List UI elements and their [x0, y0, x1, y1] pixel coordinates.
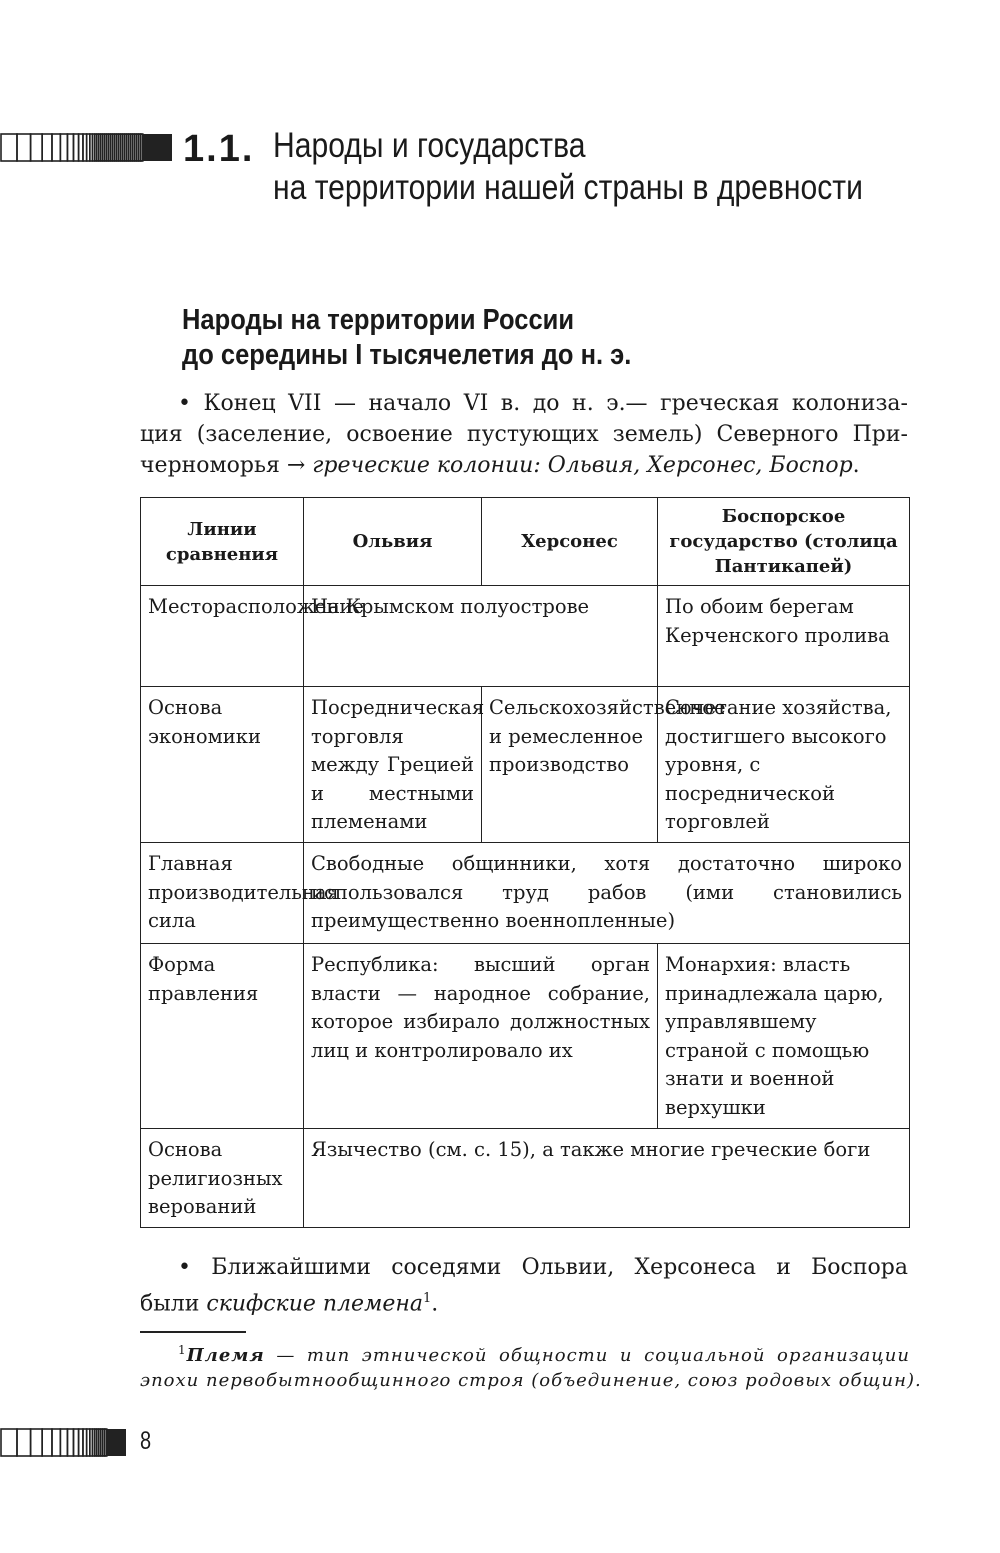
- table-cell: Сочетание хозяйства, достигшего высокого уровня, с посреднической торговлей: [658, 687, 910, 843]
- intro-paragraph: [140, 388, 908, 481]
- section-title-line-1: Народы на территории России: [182, 304, 575, 336]
- section-title-line-2: до середины I тысячелетия до н. э.: [182, 339, 632, 371]
- intro-line: [140, 450, 908, 481]
- bar-segment: [60, 134, 67, 161]
- bar-segment: [1, 134, 17, 161]
- comparison-table: [140, 497, 910, 1228]
- bar-segment: [60, 1429, 67, 1456]
- chapter-number: 1.1.: [183, 128, 255, 170]
- row-label: Месторасположение: [141, 586, 304, 687]
- chapter-title-line-2: на территории нашей страны в древности: [273, 168, 863, 207]
- bar-segment: [105, 1429, 107, 1456]
- footnote-text: — тип этнической общности и социальной организации: [264, 1345, 910, 1366]
- bar-segment: [17, 134, 31, 161]
- table-header: Ольвия: [304, 498, 482, 586]
- footnote-term: Племя: [186, 1345, 265, 1366]
- intro-line: • Конец VII — начало VI в. до н. э.— греческая колониза-: [178, 391, 908, 416]
- chapter-title-line-1: Народы и государства: [273, 126, 586, 165]
- row-label: Главная производительная сила: [141, 843, 304, 944]
- footnote: [140, 1338, 922, 1393]
- page-number: 8: [140, 1427, 152, 1455]
- table-cell: Республика: высший орган власти — народное собрание, которое избирало должностных лиц и контролировало их: [304, 944, 658, 1129]
- bar-segment: [17, 1429, 31, 1456]
- table-header: Херсонес: [482, 498, 658, 586]
- table-cell: Сельскохозяйственное и ремесленное производство: [482, 687, 658, 843]
- table-cell: Свободные общинники, хотя достаточно широко использовался труд рабов (ими становились преимущественно военнопленные): [304, 843, 910, 944]
- bar-solid: [107, 1429, 126, 1456]
- bar-segment: [31, 1429, 43, 1456]
- bar-segment: [1, 1429, 17, 1456]
- table-cell: На Крымском полуострове: [304, 586, 658, 687]
- neighbors-line: • Ближайшими соседями Ольвии, Херсонеса и Боспора: [178, 1255, 908, 1280]
- table-cell: По обоим берегам Керченского пролива: [658, 586, 910, 687]
- row-label: Форма правления: [141, 944, 304, 1129]
- bar-segment: [42, 1429, 52, 1456]
- table-row: [141, 687, 910, 843]
- chapter-decoration-bar: [0, 133, 172, 162]
- table-header: Боспорское государство (столица Пантикапей): [658, 498, 910, 586]
- neighbors-line: [140, 1283, 908, 1319]
- bar-segment: [67, 1429, 73, 1456]
- neighbors-text: .: [431, 1291, 439, 1317]
- footnote-divider: [140, 1331, 246, 1333]
- bar-segment: [42, 134, 52, 161]
- intro-line: ция (заселение, освоение пустующих земель) Северного При-: [140, 422, 908, 447]
- row-label: Основа экономики: [141, 687, 304, 843]
- table-row: [141, 843, 910, 944]
- footnote-text: эпохи первобытнообщинного строя (объединение, союз родовых общин).: [140, 1370, 922, 1391]
- neighbors-paragraph: [140, 1252, 908, 1319]
- table-row: [141, 1129, 910, 1228]
- footnote-reference[interactable]: 1: [422, 1291, 432, 1306]
- bar-segment: [67, 134, 73, 161]
- bar-segment: [52, 134, 60, 161]
- table-cell: Посредническая торговля между Грецией и местными племенами: [304, 687, 482, 843]
- table-row: [141, 944, 910, 1129]
- table-cell: Монархия: власть принадлежала царю, управлявшему страной с помощью знати и военной верхушки: [658, 944, 910, 1129]
- table-header-row: [141, 498, 910, 586]
- intro-italic: греческие колонии: Ольвия, Херсонес, Боспор: [312, 453, 853, 478]
- table-row: [141, 586, 910, 687]
- bar-segment: [31, 134, 43, 161]
- footnote-mark: 1: [178, 1343, 187, 1357]
- bar-solid: [143, 134, 172, 161]
- table-cell: Язычество (см. с. 15), а также многие греческие боги: [304, 1129, 910, 1228]
- neighbors-italic: скифские племена: [206, 1291, 423, 1317]
- bar-segment: [52, 1429, 60, 1456]
- intro-text: черноморья →: [140, 453, 313, 478]
- intro-text: .: [852, 453, 860, 478]
- neighbors-text: были: [140, 1291, 207, 1317]
- page-decoration-bar: [0, 1428, 126, 1457]
- row-label: Основа религиозных верований: [141, 1129, 304, 1228]
- bar-segment: [141, 134, 143, 161]
- table-header: Линии сравнения: [141, 498, 304, 586]
